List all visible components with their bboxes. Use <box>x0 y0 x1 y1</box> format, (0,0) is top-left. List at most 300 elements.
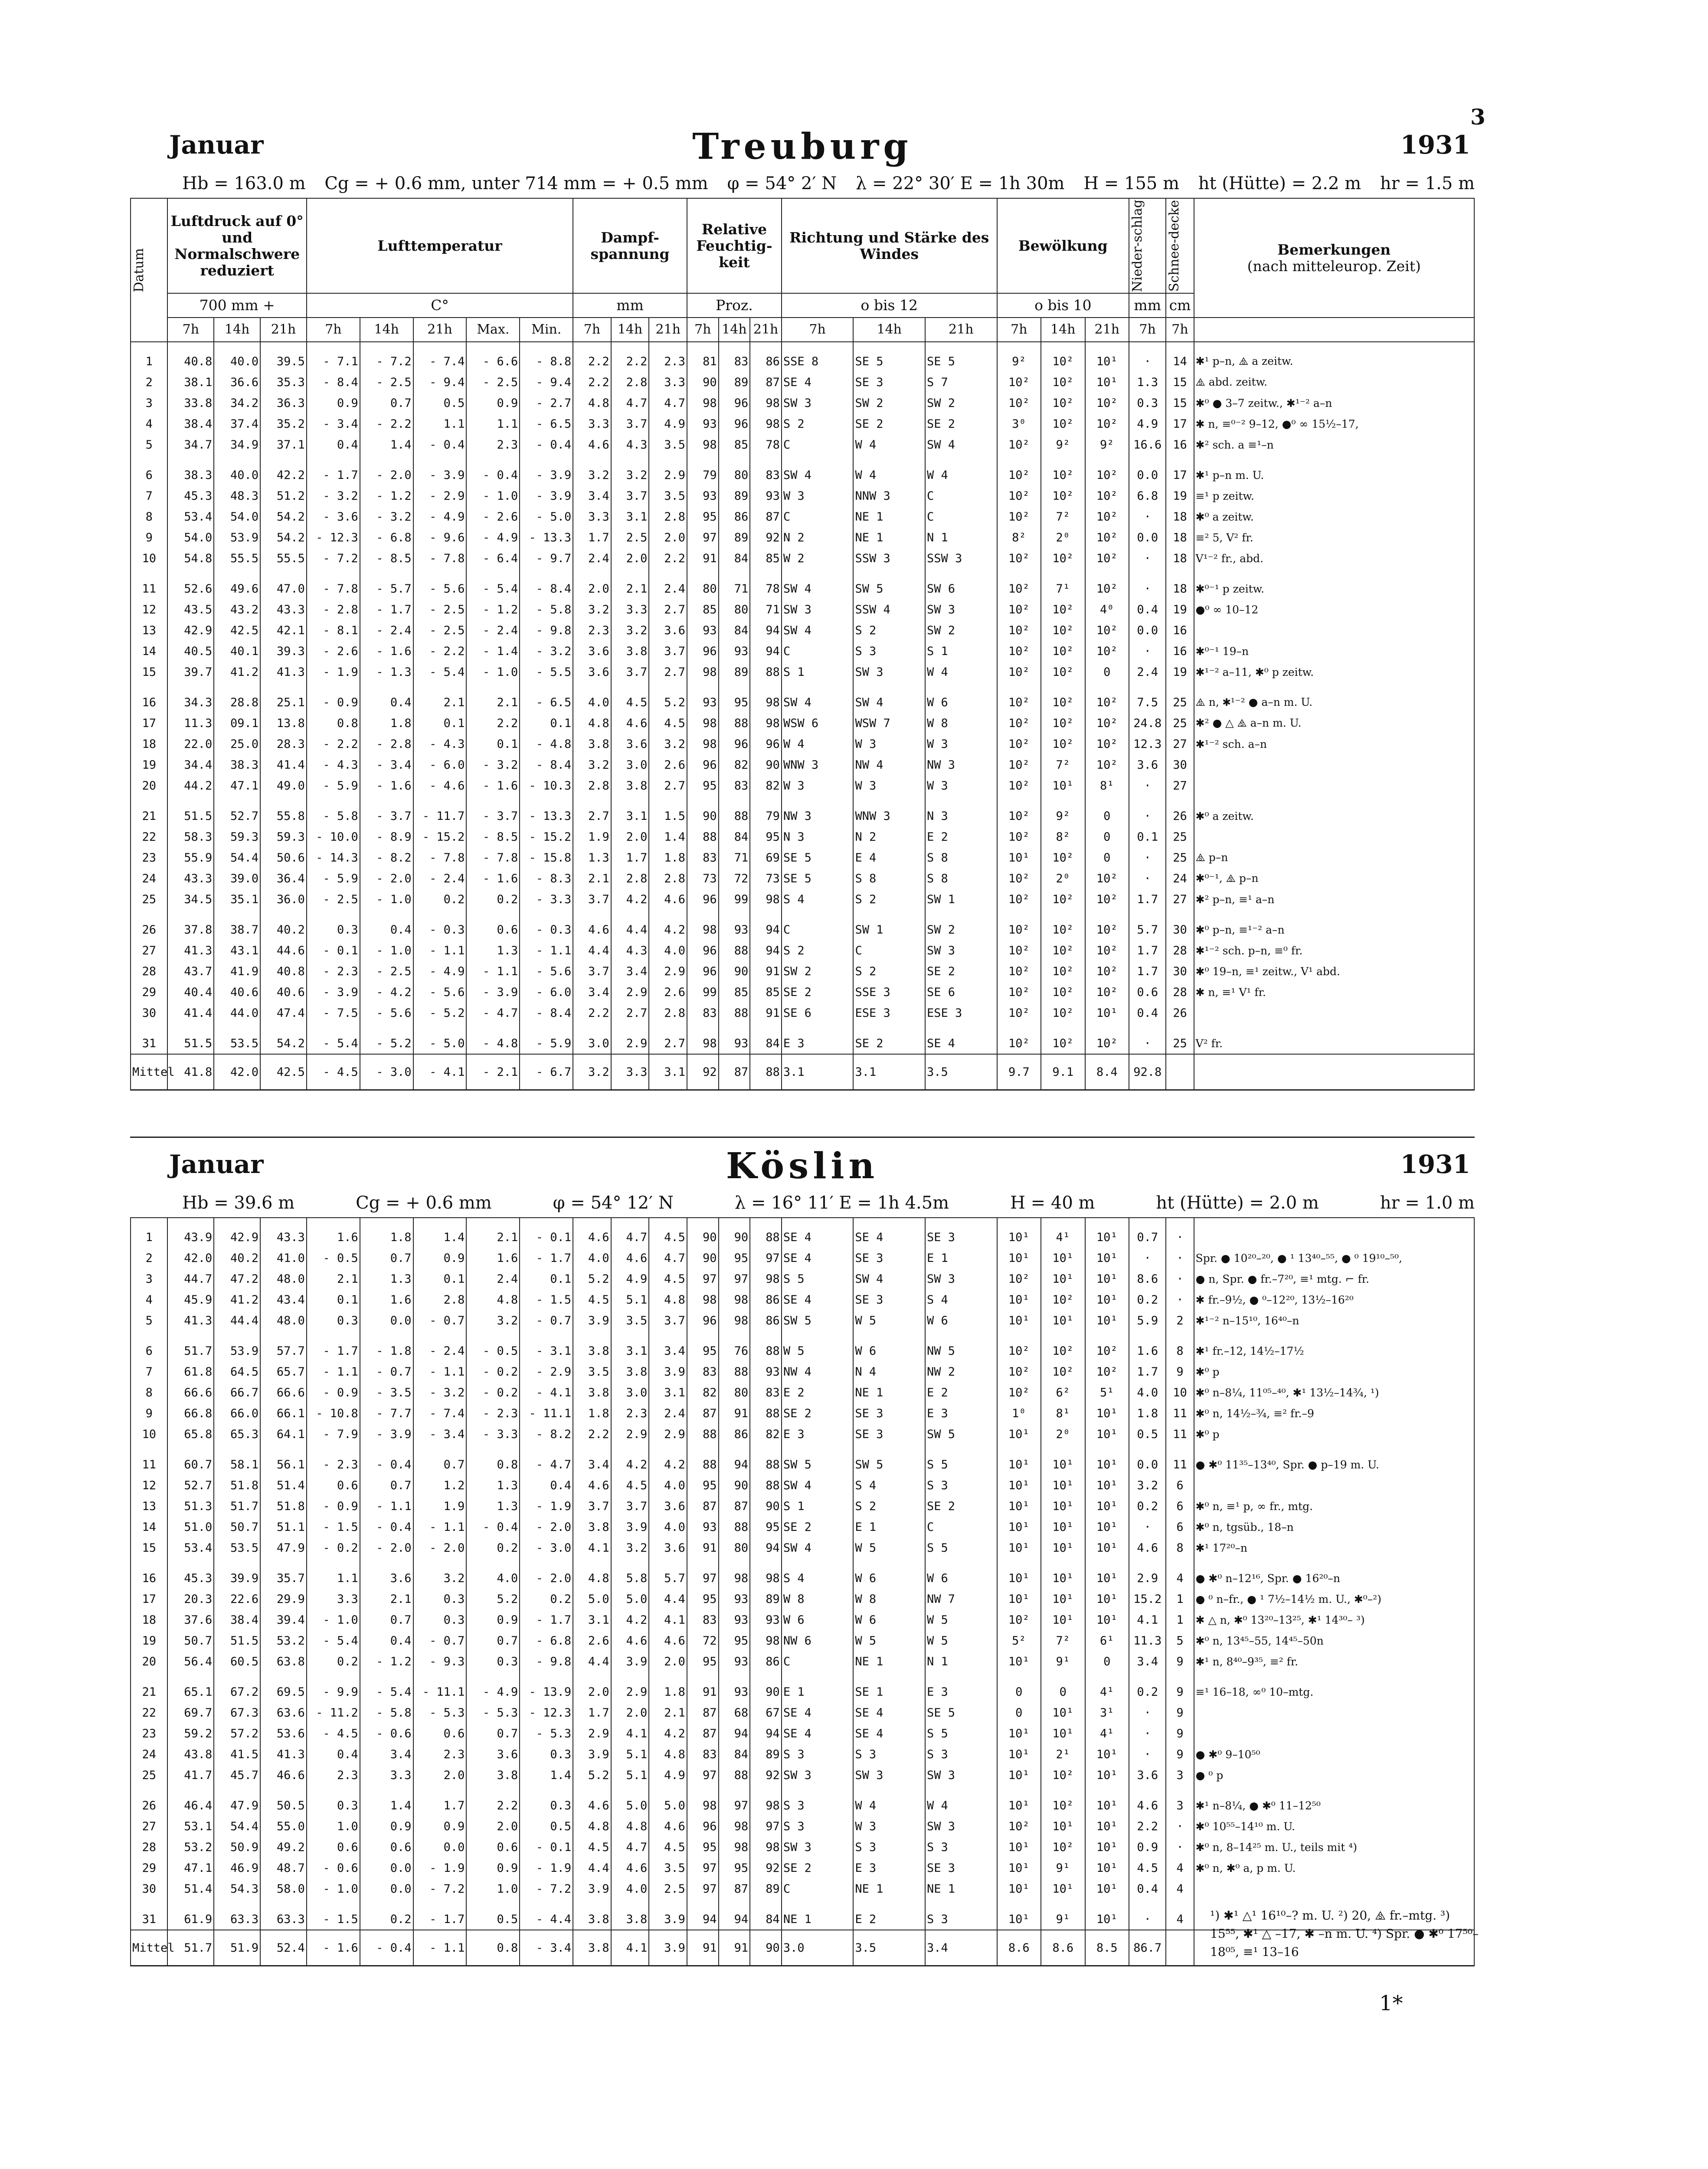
col-datum: Datum <box>131 198 167 342</box>
table-cell: 10² <box>1041 485 1085 506</box>
table-cell: SE 3 <box>853 372 925 393</box>
table-cell: 89 <box>719 662 750 682</box>
table-cell: - 10.8 <box>307 1403 360 1424</box>
table-cell: 15 <box>1166 372 1194 393</box>
table-cell: - 7.8 <box>307 569 360 599</box>
cell-date: 31 <box>131 1023 167 1054</box>
table-cell: - 5.4 <box>307 1023 360 1054</box>
table-cell: 9² <box>997 342 1041 372</box>
cell-remark: ✱⁰ ● 3–7 zeitw., ✱¹⁻² a–n <box>1194 393 1474 413</box>
table-cell: 10² <box>997 1331 1041 1361</box>
signature-mark: 1* <box>1379 1991 1403 2015</box>
table-cell: 88 <box>719 1003 750 1023</box>
table-cell: 11 <box>1166 1403 1194 1424</box>
table-cell: - 2.4 <box>413 1331 467 1361</box>
table-cell: 5.2 <box>466 1589 520 1609</box>
table-cell: 96 <box>687 641 719 662</box>
table-cell: 10¹ <box>1041 1609 1085 1630</box>
table-cell: 42.5 <box>260 1054 307 1090</box>
table-cell: SSE 8 <box>782 342 854 372</box>
table-cell: 10² <box>997 868 1041 889</box>
table-cell: 10¹ <box>1085 1878 1129 1899</box>
table-cell: 1.4 <box>649 826 687 847</box>
table-cell: 37.8 <box>167 910 214 940</box>
table-cell: 49.6 <box>214 569 260 599</box>
table-cell: 10² <box>997 1609 1041 1630</box>
table-cell: 3.6 <box>649 620 687 641</box>
table-cell: 95 <box>687 1589 719 1609</box>
table-cell: 38.3 <box>167 455 214 485</box>
cell-remark: ✱⁰⁻¹ p zeitw. <box>1194 569 1474 599</box>
table-cell: 4¹ <box>1041 1218 1085 1248</box>
table-cell: - 7.5 <box>307 1003 360 1023</box>
table-row <box>131 641 1474 662</box>
table-cell: NW 6 <box>782 1630 854 1651</box>
table-cell: - 4.9 <box>466 1672 520 1702</box>
table-cell: 12.3 <box>1129 734 1166 754</box>
table-cell: 11.3 <box>167 713 214 734</box>
cell-date: 4 <box>131 1289 167 1310</box>
table-cell: 80 <box>687 569 719 599</box>
table-cell: · <box>1166 1248 1194 1268</box>
table-cell: 10¹ <box>1085 372 1129 393</box>
table-cell: 94 <box>719 1723 750 1744</box>
table-cell: 45.9 <box>167 1289 214 1310</box>
table-cell: 86 <box>750 1651 782 1672</box>
table-cell: - 4.1 <box>413 1054 467 1090</box>
table-cell: 3.8 <box>611 641 649 662</box>
table-cell: 4.0 <box>466 1558 520 1589</box>
table-cell: SW 3 <box>925 1765 997 1786</box>
table-cell: 10² <box>1041 910 1085 940</box>
table-row <box>131 1310 1474 1331</box>
table-cell: 3.8 <box>611 1361 649 1382</box>
table-cell: NW 7 <box>925 1589 997 1609</box>
station-block-koeslin <box>130 1145 1475 1966</box>
table-cell: 53.4 <box>167 1537 214 1558</box>
table-cell: 84 <box>719 826 750 847</box>
table-cell: 84 <box>719 620 750 641</box>
table-cell: 91 <box>719 1403 750 1424</box>
table-cell: 0.3 <box>307 1310 360 1331</box>
table-cell: 0.6 <box>307 1475 360 1496</box>
cell-date: 7 <box>131 485 167 506</box>
table-row <box>131 413 1474 434</box>
table-cell: SW 4 <box>925 434 997 455</box>
table-row-mean <box>131 1054 1474 1090</box>
cell-remark: ✱¹⁻² sch. a–n <box>1194 734 1474 754</box>
table-cell: 6 <box>1166 1517 1194 1537</box>
table-cell: 3.3 <box>573 506 611 527</box>
table-cell: 4.5 <box>573 1837 611 1858</box>
table-cell: 4¹ <box>1085 1672 1129 1702</box>
table-cell: - 3.2 <box>413 1382 467 1403</box>
table-cell: 3.7 <box>649 641 687 662</box>
table-cell: - 1.0 <box>360 940 413 961</box>
table-cell: 41.2 <box>214 662 260 682</box>
table-cell: 0.4 <box>307 1744 360 1765</box>
table-cell: 3.9 <box>649 1899 687 1930</box>
table-cell: NE 1 <box>853 1382 925 1403</box>
table-cell: 0 <box>1085 662 1129 682</box>
table-cell: - 0.7 <box>360 1361 413 1382</box>
table-cell: 93 <box>687 485 719 506</box>
table-cell: - 5.6 <box>520 961 573 982</box>
cell-remark: ✱¹ p–n m. U. <box>1194 455 1474 485</box>
table-cell: 54.8 <box>167 548 214 569</box>
table-cell: 10² <box>997 1361 1041 1382</box>
table-cell: 1.7 <box>1129 1361 1166 1382</box>
table-cell: 0.4 <box>520 1475 573 1496</box>
table-cell: 40.5 <box>167 641 214 662</box>
table-cell: 1.5 <box>649 796 687 826</box>
table-cell: 28.3 <box>260 734 307 754</box>
table-cell: 10¹ <box>1085 1558 1129 1589</box>
table-row <box>131 1765 1474 1786</box>
table-cell: 27 <box>1166 734 1194 754</box>
table-cell: 2.1 <box>611 569 649 599</box>
table-cell: 98 <box>750 1786 782 1816</box>
table-cell: 54.0 <box>214 506 260 527</box>
table-cell: SE 1 <box>853 1672 925 1702</box>
table-cell: 49.2 <box>260 1837 307 1858</box>
cell-date: 18 <box>131 734 167 754</box>
table-cell: 54.2 <box>260 1023 307 1054</box>
cell-date: Mittel <box>131 1054 167 1090</box>
table-cell: W 5 <box>925 1609 997 1630</box>
table-cell: - 0.1 <box>520 1837 573 1858</box>
table-cell: 6 <box>1166 1475 1194 1496</box>
table-cell: W 5 <box>853 1537 925 1558</box>
cell-date: 29 <box>131 982 167 1003</box>
table-cell: 4.6 <box>573 910 611 940</box>
table-cell: 66.1 <box>260 1403 307 1424</box>
table-cell: 4 <box>1166 1558 1194 1589</box>
table-cell: · <box>1129 506 1166 527</box>
table-cell: W 2 <box>782 548 854 569</box>
table-cell: 0.0 <box>1129 455 1166 485</box>
table-cell: 68 <box>719 1702 750 1723</box>
table-cell: - 0.1 <box>520 1218 573 1248</box>
table-cell: SE 5 <box>925 1702 997 1723</box>
table-cell: 4.6 <box>573 434 611 455</box>
table-cell: 7² <box>1041 1630 1085 1651</box>
table-cell: C <box>782 1651 854 1672</box>
table-cell: · <box>1129 1723 1166 1744</box>
table-cell: 51.0 <box>167 1517 214 1537</box>
table-cell: 0.4 <box>1129 1003 1166 1023</box>
table-cell: 92 <box>750 1765 782 1786</box>
table-cell: 45.7 <box>214 1765 260 1786</box>
table-cell: S 3 <box>782 1786 854 1816</box>
table-cell: - 2.4 <box>413 868 467 889</box>
table-row <box>131 372 1474 393</box>
table-cell: 2.2 <box>649 548 687 569</box>
cell-date: 8 <box>131 506 167 527</box>
table-cell: 42.0 <box>214 1054 260 1090</box>
table-cell: NE 1 <box>925 1878 997 1899</box>
table-cell: W 6 <box>925 1558 997 1589</box>
table-cell: 91 <box>687 1930 719 1966</box>
table-cell: 1.1 <box>466 413 520 434</box>
table-cell: N 3 <box>925 796 997 826</box>
table-cell: 51.5 <box>167 1023 214 1054</box>
table-cell: - 3.7 <box>360 796 413 826</box>
table-cell: 3.9 <box>649 1930 687 1966</box>
table-cell: SW 4 <box>782 455 854 485</box>
table-cell: 39.5 <box>260 342 307 372</box>
table-cell: 87 <box>719 1054 750 1090</box>
cell-date: 18 <box>131 1609 167 1630</box>
table-cell: 1.9 <box>413 1496 467 1517</box>
table-cell: 10¹ <box>1085 1424 1129 1445</box>
table-cell: 3.4 <box>1129 1651 1166 1672</box>
table-cell: 0.4 <box>360 910 413 940</box>
table-cell: 2.9 <box>573 1723 611 1744</box>
table-cell: 3.1 <box>573 1609 611 1630</box>
table-cell: 4.5 <box>649 1268 687 1289</box>
table-cell: 0.6 <box>360 1837 413 1858</box>
table-cell: 6 <box>1166 1496 1194 1517</box>
table-cell: 0.7 <box>466 1630 520 1651</box>
table-cell: 10¹ <box>1085 1218 1129 1248</box>
table-cell: - 1.7 <box>520 1248 573 1268</box>
table-cell: - 0.1 <box>307 940 360 961</box>
table-cell: - 0.2 <box>466 1382 520 1403</box>
table-cell: 67.3 <box>214 1702 260 1723</box>
table-cell: 59.2 <box>167 1723 214 1744</box>
table-cell: 4.5 <box>1129 1858 1166 1878</box>
table-cell: 3.6 <box>573 641 611 662</box>
table-row <box>131 1537 1474 1558</box>
table-cell: 8.4 <box>1085 1054 1129 1090</box>
table-cell: 10² <box>1085 982 1129 1003</box>
table-cell: SW 3 <box>782 599 854 620</box>
table-cell: 95 <box>719 682 750 713</box>
cell-remark <box>1194 620 1474 641</box>
table-cell: 52.7 <box>214 796 260 826</box>
table-cell: 25.0 <box>214 734 260 754</box>
table-cell: 72 <box>719 868 750 889</box>
table-cell: S 5 <box>782 1268 854 1289</box>
table-cell: SE 4 <box>782 1218 854 1248</box>
table-cell: 88 <box>719 1517 750 1537</box>
table-cell: 87 <box>719 1496 750 1517</box>
table-cell: 1.0 <box>307 1816 360 1837</box>
table-cell: 63.3 <box>214 1899 260 1930</box>
table-row <box>131 1672 1474 1702</box>
table-row <box>131 961 1474 982</box>
table-cell: 0 <box>1085 1651 1129 1672</box>
table-cell: 1.4 <box>413 1218 467 1248</box>
table-row <box>131 1218 1474 1248</box>
table-cell: - 3.6 <box>307 506 360 527</box>
table-cell: 43.8 <box>167 1744 214 1765</box>
table-cell: 10² <box>997 620 1041 641</box>
table-cell: 10² <box>1085 682 1129 713</box>
col-niederschlag: Nieder-schlag <box>1129 198 1166 293</box>
table-cell: · <box>1129 1899 1166 1930</box>
cell-date: 5 <box>131 434 167 455</box>
table-cell: 10² <box>1041 1361 1085 1382</box>
table-cell: 2 <box>1166 1310 1194 1331</box>
table-cell: 10² <box>1085 889 1129 910</box>
table-cell: 4.8 <box>611 1816 649 1837</box>
table-cell: 2.4 <box>649 569 687 599</box>
table-cell: - 0.2 <box>466 1361 520 1382</box>
table-cell: 98 <box>750 1268 782 1289</box>
table-cell: 10² <box>1041 413 1085 434</box>
table-cell: 3.3 <box>573 413 611 434</box>
table-cell: SW 3 <box>853 662 925 682</box>
table-cell: 10² <box>997 775 1041 796</box>
table-cell: 1⁰ <box>997 1403 1041 1424</box>
table-cell: 0.6 <box>413 1723 467 1744</box>
table-cell: 6.8 <box>1129 485 1166 506</box>
table-cell: 1.7 <box>1129 889 1166 910</box>
table-cell: 60.5 <box>214 1651 260 1672</box>
table-cell: 4.6 <box>649 1630 687 1651</box>
table-cell: 10² <box>997 961 1041 982</box>
cell-date: 4 <box>131 413 167 434</box>
cell-date: 11 <box>131 1445 167 1475</box>
table-cell: W 4 <box>782 734 854 754</box>
table-cell: 90 <box>687 1248 719 1268</box>
table-cell: - 2.3 <box>307 961 360 982</box>
table-cell: 3.8 <box>611 775 649 796</box>
table-row <box>131 1496 1474 1517</box>
table-cell: 2.8 <box>611 372 649 393</box>
table-cell: 92 <box>750 1858 782 1878</box>
table-cell: 2.2 <box>573 1003 611 1023</box>
table-cell: - 6.8 <box>520 1630 573 1651</box>
table-cell: 3.4 <box>573 485 611 506</box>
table-cell: 98 <box>719 1558 750 1589</box>
station-name: Köslin <box>726 1145 879 1187</box>
table-cell: E 4 <box>853 847 925 868</box>
table-cell: - 8.3 <box>520 868 573 889</box>
table-cell: - 1.5 <box>520 1289 573 1310</box>
table-body <box>131 342 1474 1090</box>
table-cell: - 11.2 <box>307 1702 360 1723</box>
table-cell: 2.1 <box>466 682 520 713</box>
table-cell: S 8 <box>853 868 925 889</box>
table-cell: 48.0 <box>260 1310 307 1331</box>
cell-remark: ✱⁰⁻¹, ⧌ p–n <box>1194 868 1474 889</box>
table-cell: 85 <box>750 982 782 1003</box>
table-cell: - 1.1 <box>413 1930 467 1966</box>
table-cell: 4.0 <box>649 1475 687 1496</box>
table-cell: 10² <box>1041 1837 1085 1858</box>
table-cell: 34.9 <box>214 434 260 455</box>
table-cell: 3.9 <box>573 1310 611 1331</box>
table-cell: 39.0 <box>214 868 260 889</box>
table-cell: 10¹ <box>1041 1445 1085 1475</box>
col-schneedecke: Schnee-decke <box>1166 198 1194 293</box>
table-cell: 28.8 <box>214 682 260 713</box>
table-cell: 8² <box>997 527 1041 548</box>
month-label: Januar <box>169 1150 264 1179</box>
table-cell: 1.8 <box>360 713 413 734</box>
table-row <box>131 682 1474 713</box>
cell-remark <box>1194 775 1474 796</box>
table-cell: SW 3 <box>782 1837 854 1858</box>
table-cell: 94 <box>719 1445 750 1475</box>
table-cell: · <box>1166 1218 1194 1248</box>
table-cell: - 0.9 <box>307 682 360 713</box>
table-cell: - 4.2 <box>360 982 413 1003</box>
table-cell: - 1.2 <box>466 599 520 620</box>
table-cell: 10² <box>1041 393 1085 413</box>
table-cell: 10² <box>1041 372 1085 393</box>
table-cell: 10² <box>997 1816 1041 1837</box>
table-cell: - 5.2 <box>360 1023 413 1054</box>
table-cell: 4.8 <box>573 1558 611 1589</box>
table-cell: · <box>1129 775 1166 796</box>
table-cell: 83 <box>687 1361 719 1382</box>
cell-date: 28 <box>131 1837 167 1858</box>
table-cell: 10¹ <box>1085 342 1129 372</box>
table-cell: - 9.3 <box>413 1651 467 1672</box>
table-cell: 10¹ <box>997 1496 1041 1517</box>
table-cell: 55.8 <box>260 796 307 826</box>
table-cell: 97 <box>687 1878 719 1899</box>
table-cell: 10² <box>997 1023 1041 1054</box>
table-cell: 0.0 <box>1129 620 1166 641</box>
table-cell: 3.8 <box>573 1930 611 1966</box>
table-cell: 93 <box>687 682 719 713</box>
table-cell: 4.0 <box>649 940 687 961</box>
table-cell: 88 <box>750 1475 782 1496</box>
table-cell: - 4.6 <box>413 775 467 796</box>
table-cell: 69.7 <box>167 1702 214 1723</box>
table-cell: - 1.1 <box>413 1517 467 1537</box>
table-cell: 9 <box>1166 1672 1194 1702</box>
table-cell: 2.2 <box>1129 1816 1166 1837</box>
table-cell: 10¹ <box>997 1475 1041 1496</box>
table-cell: 16 <box>1166 620 1194 641</box>
table-cell: 18 <box>1166 527 1194 548</box>
table-cell: 86 <box>719 506 750 527</box>
cell-remark <box>1194 1702 1474 1723</box>
table-cell: 4.5 <box>611 1475 649 1496</box>
table-cell: 10¹ <box>1085 1537 1129 1558</box>
cell-remark: ✱⁰ n, 8–14²⁵ m. U., teils mit ⁴) <box>1194 1837 1474 1858</box>
table-cell: 0.7 <box>1129 1218 1166 1248</box>
table-cell: 10¹ <box>1041 775 1085 796</box>
col-bewoelkung: Bewölkung <box>997 198 1129 293</box>
table-cell: 0.9 <box>466 393 520 413</box>
table-cell: 10² <box>1085 569 1129 599</box>
table-cell: · <box>1129 548 1166 569</box>
cell-date: 23 <box>131 1723 167 1744</box>
table-cell: - 2.0 <box>520 1558 573 1589</box>
table-cell: 10² <box>1041 1003 1085 1023</box>
table-cell: S 5 <box>925 1537 997 1558</box>
table-cell: 3.8 <box>573 1331 611 1361</box>
cell-date: 2 <box>131 372 167 393</box>
table-cell: - 5.6 <box>360 1003 413 1023</box>
table-cell: 47.2 <box>214 1268 260 1289</box>
table-cell: 10² <box>1041 961 1085 982</box>
table-cell: 0.2 <box>413 889 467 910</box>
table-cell: 0.7 <box>466 1723 520 1744</box>
table-cell: 55.5 <box>214 548 260 569</box>
table-cell: 34.2 <box>214 393 260 413</box>
cell-date: 5 <box>131 1310 167 1331</box>
table-cell: 5 <box>1166 1630 1194 1651</box>
table-cell: 54.0 <box>167 527 214 548</box>
